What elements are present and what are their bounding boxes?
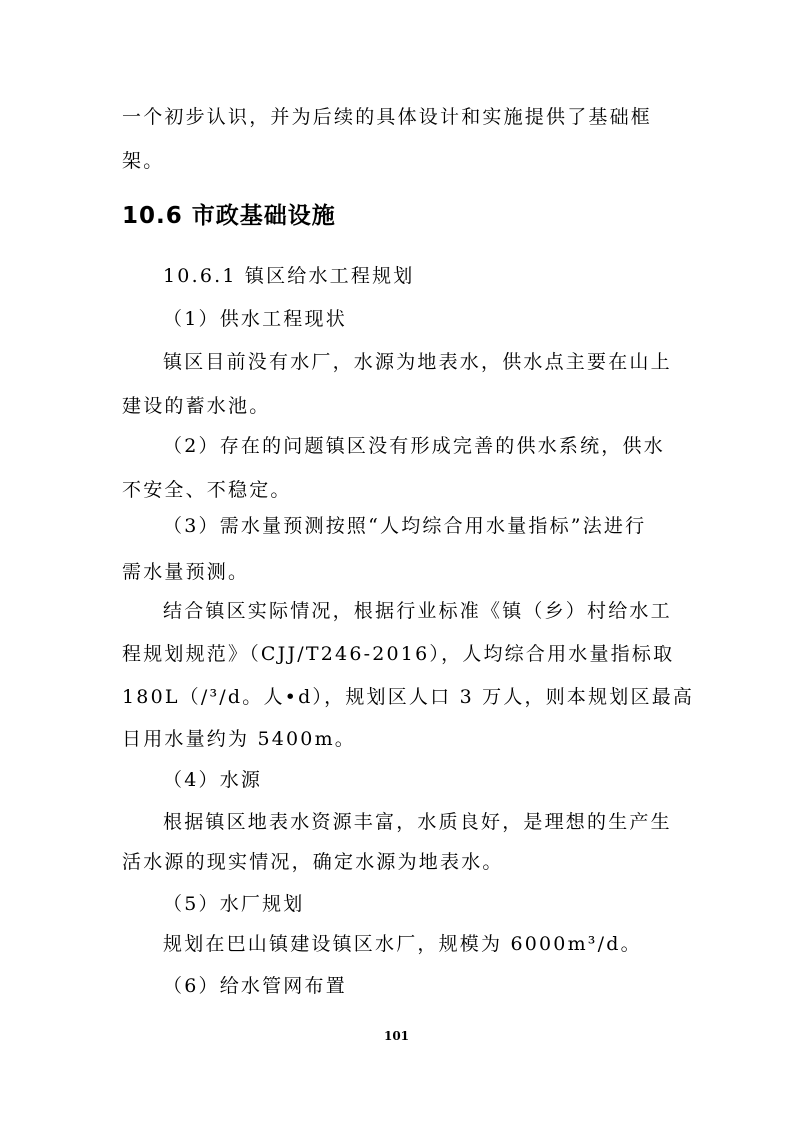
item-1-title: （1）供水工程现状 [163,308,347,330]
item-2-line-1: （2）存在的问题镇区没有形成完善的供水系统，供水 [163,435,665,457]
item-1-text-line-2: 建设的蓄水池。 [122,395,271,417]
item-4-text-line-1: 根据镇区地表水资源丰富，水质良好，是理想的生产生 [163,811,672,833]
paragraph-line-1: 结合镇区实际情况，根据行业标准《镇（乡）村给水工 [163,600,672,622]
item-2-line-2: 不安全、不稳定。 [122,479,292,501]
item-4-text-line-2: 活水源的现实情况，确定水源为地表水。 [122,851,504,873]
paragraph-line-3: 180L（/³/d。人•d），规划区人口 3 万人，则本规划区最高 [122,686,695,708]
page-number: 101 [383,1029,410,1043]
paragraph-line-4: 日用水量约为 5400m。 [122,728,357,750]
section-heading: 10.6 市政基础设施 [122,203,336,229]
item-4-title: （4）水源 [163,769,263,791]
item-3-line-2: 需水量预测。 [122,561,250,583]
item-3-line-1: （3）需水量预测按照“人均综合用水量指标”法进行 [163,515,647,537]
subsection-heading: 10.6.1 镇区给水工程规划 [163,265,415,287]
item-5-text-line-1: 规划在巴山镇建设镇区水厂，规模为 6000m³/d。 [163,933,642,955]
intro-line-1: 一个初步认识，并为后续的具体设计和实施提供了基础框 [122,106,653,128]
item-1-text-line-1: 镇区目前没有水厂，水源为地表水，供水点主要在山上 [163,351,672,373]
item-5-title: （5）水厂规划 [163,893,305,915]
paragraph-line-2: 程规划规范》（CJJ/T246-2016），人均综合用水量指标取 [122,643,675,665]
item-6-title: （6）给水管网布置 [163,975,347,997]
intro-line-2: 架。 [122,150,165,172]
